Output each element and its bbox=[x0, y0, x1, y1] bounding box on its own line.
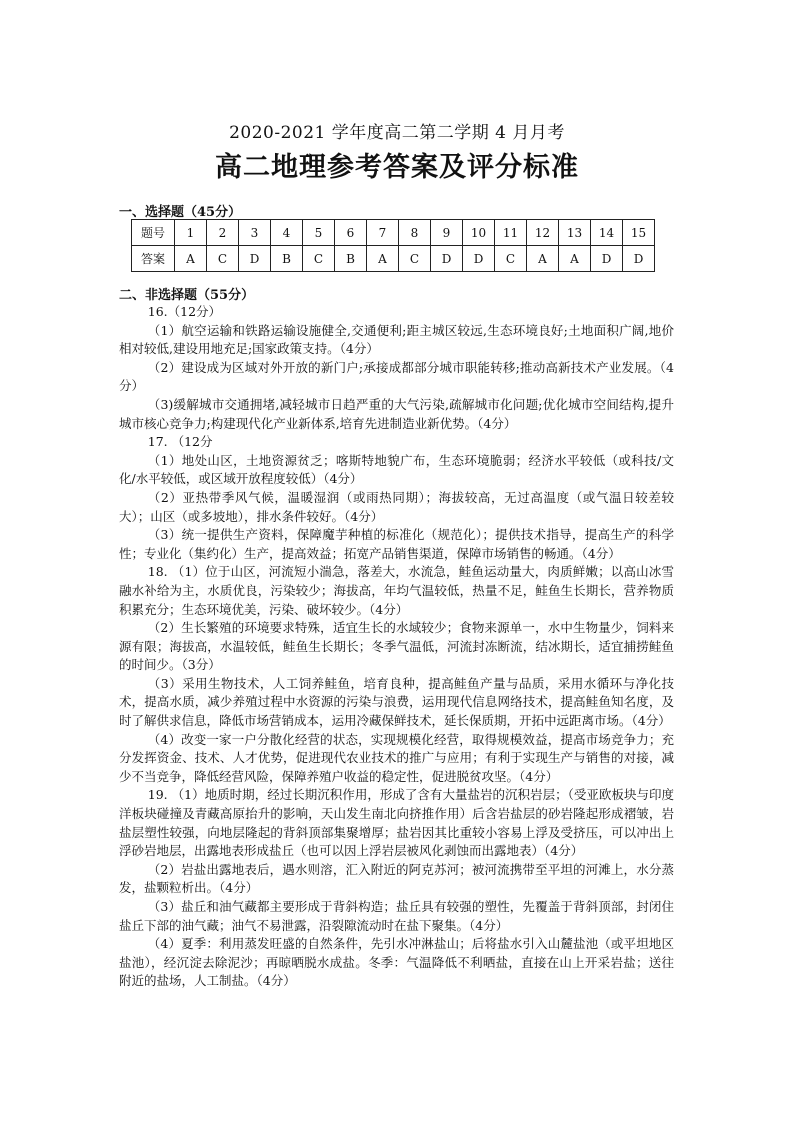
answer-paragraph: （4）夏季：利用蒸发旺盛的自然条件，先引水冲淋盐山；后将盐水引入山麓盐池（或平坦地区盐池），经沉淀去除泥沙；再晾晒脱水成盐。冬季：气温降低不利晒盐，直接在山上开采岩盐；送往附近的盐场，人工制盐。（4分） bbox=[119, 936, 674, 989]
row-label-number: 题号 bbox=[132, 220, 175, 246]
table-row-answers bbox=[132, 246, 655, 272]
answer-cell: C bbox=[495, 246, 527, 272]
answer-paragraph: （3）统一提供生产资料，保障魔芋种植的标准化（规范化）；提供技术指导，提高生产的科学性；专业化（集约化）生产，提高效益；拓宽产品销售渠道，保障市场销售的畅通。（4分） bbox=[119, 527, 674, 561]
answer-paragraph: 19. （1）地质时期，经过长期沉积作用，形成了含有大量盐岩的沉积岩层；（受亚欧板块与印度洋板块碰撞及青藏高原抬升的影响，天山发生南北向挤推作用）后含岩盐层的砂岩隆起形成褶皱，岩盐层塑性较强，向地层隆起的背斜顶部集聚增厚；盐岩因其比重较小容易上浮及受挤压，可以冲出上浮砂岩地层，出露地表形成盐丘（也可以因上浮岩层被风化剥蚀而出露地表）（4分） bbox=[119, 787, 674, 859]
answer-cell: C bbox=[207, 246, 239, 272]
answer-cell: A bbox=[175, 246, 207, 272]
answer-cell: A bbox=[559, 246, 591, 272]
answer-paragraph: （2）岩盐出露地表后，遇水则溶，汇入附近的阿克苏河；被河流携带至平坦的河滩上，水分蒸发，盐颗粒析出。（4分） bbox=[119, 861, 674, 896]
question-number: 13 bbox=[559, 220, 591, 246]
question-number: 1 bbox=[175, 220, 207, 246]
question-heading-16: 16.（12分） bbox=[147, 304, 222, 319]
answer-cell: B bbox=[271, 246, 303, 272]
question-heading-17: 17. （12分 bbox=[147, 434, 213, 450]
exam-subtitle: 2020-2021 学年度高二第二学期 4 月月考 bbox=[229, 123, 565, 143]
answer-cell: C bbox=[303, 246, 335, 272]
page-title: 高二地理参考答案及评分标准 bbox=[215, 152, 579, 183]
answer-cell: B bbox=[335, 246, 367, 272]
answer-cell: D bbox=[463, 246, 495, 272]
answer-paragraph: （4）改变一家一户分散化经营的状态，实现规模化经营，取得规模效益，提高市场竞争力；充分发挥资金、技术、人才优势，促进现代农业技术的推广与应用；有利于实现生产与销售的对接，减少不当竞争，降低经营风险，保障养殖户收益的稳定性，促进脱贫攻坚。（4分） bbox=[119, 731, 674, 784]
answer-paragraph: （2）建设成为区域对外开放的新门户;承接成都部分城市职能转移;推动高新技术产业发展。（4分） bbox=[119, 359, 674, 394]
answer-paragraph: （2）生长繁殖的环境要求特殊，适宜生长的水域较少；食物来源单一，水中生物量少，饲料来源有限；海拔高，水温较低，鲑鱼生长期长；冬季气温低，河流封冻断流，结冰期长，适宜捕捞鲑鱼的时间少。（3分） bbox=[119, 620, 674, 673]
table-row-numbers bbox=[132, 220, 655, 246]
question-number: 9 bbox=[431, 220, 463, 246]
question-number: 7 bbox=[367, 220, 399, 246]
answer-cell: A bbox=[527, 246, 559, 272]
question-number: 12 bbox=[527, 220, 559, 246]
question-number: 11 bbox=[495, 220, 527, 246]
answer-paragraph: （1）地处山区，土地资源贫乏；喀斯特地貌广布，生态环境脆弱；经济水平较低（或科技/文化/水平较低，或区域开放程度较低）（4分） bbox=[119, 452, 674, 487]
answer-table bbox=[131, 219, 655, 272]
answer-paragraph: （1）航空运输和铁路运输设施健全,交通便利;距主城区较远,生态环境良好;土地面积广阔,地价相对较低,建设用地充足;国家政策支持。（4分） bbox=[119, 322, 674, 357]
question-number: 3 bbox=[239, 220, 271, 246]
question-number: 5 bbox=[303, 220, 335, 246]
answer-paragraph: （2）亚热带季风气候，温暖湿润（或雨热同期）；海拔较高，无过高温度（或气温日较差较大）；山区（或多坡地），排水条件较好。（4分） bbox=[119, 489, 674, 524]
section-heading-nonchoice: 二、非选择题（55分） bbox=[119, 288, 255, 303]
row-label-answer: 答案 bbox=[132, 246, 175, 272]
answer-cell: C bbox=[399, 246, 431, 272]
answer-paragraph: （3）盐丘和油气藏都主要形成于背斜构造；盐丘具有较强的塑性，先覆盖于背斜顶部，封闭住盐丘下部的油气藏；油气不易泄露，沿裂隙流动时在盐下聚集。（4分） bbox=[119, 899, 674, 933]
answer-cell: D bbox=[591, 246, 623, 272]
answer-cell: D bbox=[431, 246, 463, 272]
question-number: 6 bbox=[335, 220, 367, 246]
question-number: 2 bbox=[207, 220, 239, 246]
question-number: 14 bbox=[591, 220, 623, 246]
answer-paragraph: （3）采用生物技术，人工饲养鲑鱼，培育良种，提高鲑鱼产量与品质，采用水循环与净化技术，提高水质，减少养殖过程中水资源的污染与浪费，运用现代信息网络技术，提高鲑鱼知名度，及时了解供求信息，降低市场营销成本，运用冷藏保鲜技术，延长保质期，开拓中远距离市场。（4分） bbox=[119, 675, 674, 729]
question-number: 10 bbox=[463, 220, 495, 246]
answer-cell: A bbox=[367, 246, 399, 272]
question-number: 8 bbox=[399, 220, 431, 246]
section-heading-choice: 一、选择题（45分） bbox=[119, 205, 242, 220]
answer-cell: D bbox=[239, 246, 271, 272]
answer-paragraph: 18. （1）位于山区，河流短小湍急，落差大，水流急，鲑鱼运动量大，肉质鲜嫩；以高山冰雪融水补给为主，水质优良，污染较少；海拔高，年均气温较低，热量不足，鲑鱼生长期长，营养物质积累充分；生态环境优美，污染、破坏较少。（4分） bbox=[119, 564, 674, 617]
question-number: 4 bbox=[271, 220, 303, 246]
question-number: 15 bbox=[623, 220, 655, 246]
answer-paragraph: （3)缓解城市交通拥堵,减轻城市日趋严重的大气污染,疏解城市化问题;优化城市空间结构,提升城市核心竞争力;构建现代化产业新体系,培育先进制造业新优势。（4分） bbox=[119, 396, 674, 431]
answer-cell: D bbox=[623, 246, 655, 272]
answer-body bbox=[119, 303, 674, 991]
